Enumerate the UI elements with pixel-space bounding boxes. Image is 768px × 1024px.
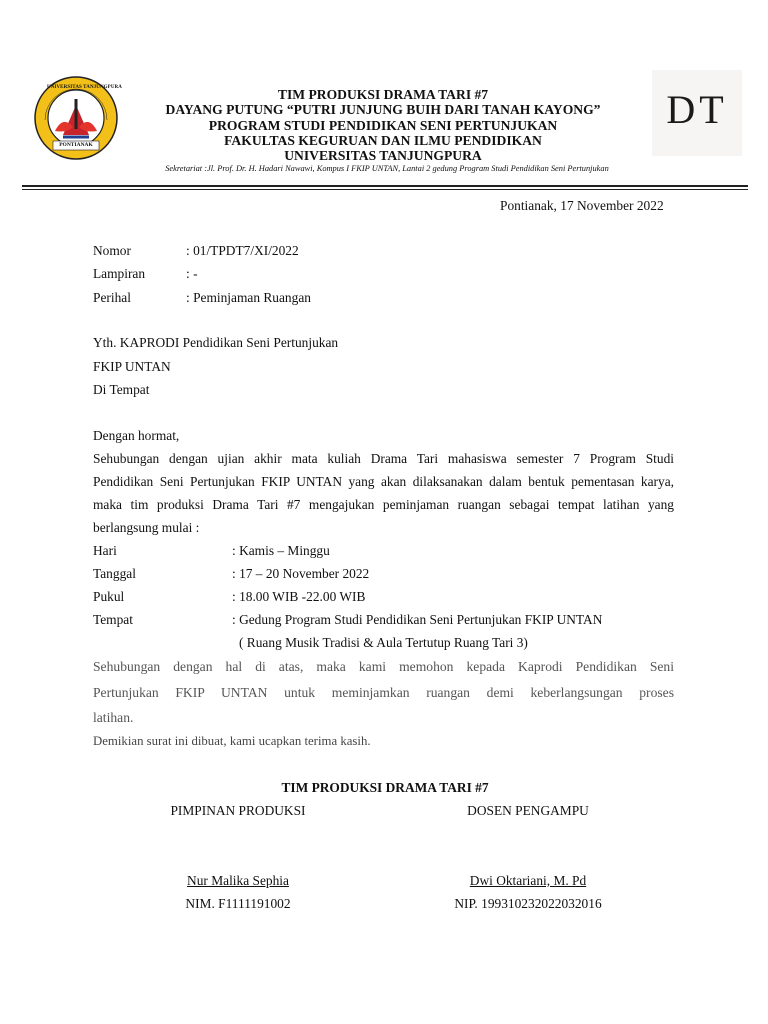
seal-ring-text: UNIVERSITAS TANJUNGPURA [47,85,122,90]
signature-right-id: NIP. 199310232022032016 [454,896,602,911]
university-seal-logo [33,75,122,161]
letterhead-line-5: UNIVERSITAS TANJUNGPURA [284,148,482,163]
recipient-line-2: FKIP UNTAN [93,359,171,374]
letterhead-line-1: TIM PRODUKSI DRAMA TARI #7 [277,87,489,102]
body-paragraph-1-line: Pendidikan Seni Pertunjukan FKIP UNTAN yang akan dilaksanakan dalam bentuk pementasan karya, [93,474,674,489]
recipient-line-1: Yth. KAPRODI Pendidikan Seni Pertunjukan [93,335,339,350]
signature-left-name: Nur Malika Sephia [187,873,289,888]
letterhead-line-4: FAKULTAS KEGURUAN DAN ILMU PENDIDIKAN [224,133,542,148]
meta-label-perihal: Perihal [93,290,131,305]
body-paragraph-2-line: Pertunjukan FKIP UNTAN untuk meminjamkan ruangan demi keberlangsungan proses [93,685,674,700]
schedule-label-tempat: Tempat [93,612,133,627]
meta-label-lampiran: Lampiran [93,266,146,281]
signature-left-title: PIMPINAN PRODUKSI [170,803,306,818]
meta-value-nomor: : 01/TPDT7/XI/2022 [186,243,299,258]
body-paragraph-2-line: Sehubungan dengan hal di atas, maka kami memohon kepada Kaprodi Pendidikan Seni [93,659,674,674]
header-rule-thin [22,189,748,190]
signature-heading: TIM PRODUKSI DRAMA TARI #7 [281,780,489,795]
greeting: Dengan hormat, [93,428,180,443]
body-paragraph-1-line: berlangsung mulai : [93,520,200,535]
body-paragraph-1-line: maka tim produksi Drama Tari #7 mengajukan peminjaman ruangan sebagai tempat latihan yang [93,497,674,512]
schedule-place-detail: ( Ruang Musik Tradisi & Aula Tertutup Ruang Tari 3) [239,635,528,650]
dt-monogram-icon: DT [666,87,728,132]
dt-monogram-logo [652,70,742,156]
schedule-label-hari: Hari [93,543,117,558]
schedule-label-pukul: Pukul [93,589,125,604]
signature-right-title: DOSEN PENGAMPU [467,803,589,818]
schedule-value-pukul: : 18.00 WIB -22.00 WIB [232,589,366,604]
closing-line: Demikian surat ini dibuat, kami ucapkan terima kasih. [93,734,371,748]
schedule-value-tanggal: : 17 – 20 November 2022 [232,566,370,581]
body-paragraph-2-line: latihan. [93,710,134,725]
recipient-line-3: Di Tempat [93,382,150,397]
signature-left-id: NIM. F1111191002 [185,896,291,911]
sekretariat-address: Sekretariat :Jl. Prof. Dr. H. Hadari Nawawi, Kompus I FKIP UNTAN, Lantai 2 gedung Program Studi Pendidikan Seni Pertunjukan [165,164,609,173]
body-paragraph-1-line: Sehubungan dengan ujian akhir mata kuliah Drama Tari mahasiswa semester 7 Program Studi [93,451,674,466]
signature-right-name: Dwi Oktariani, M. Pd [469,873,587,888]
header-rule-thick [22,185,748,187]
letterhead-line-3: PROGRAM STUDI PENDIDIKAN SENI PERTUNJUKAN [208,118,558,133]
meta-label-nomor: Nomor [93,243,131,258]
date-line: Pontianak, 17 November 2022 [500,198,664,213]
schedule-value-tempat: : Gedung Program Studi Pendidikan Seni Pertunjukan FKIP UNTAN [232,612,603,627]
meta-value-perihal: : Peminjaman Ruangan [186,290,311,305]
seal-bottom-text: PONTIANAK [59,142,93,148]
letterhead-line-2: DAYANG PUTUNG “PUTRI JUNJUNG BUIH DARI TANAH KAYONG” [165,102,601,117]
meta-value-lampiran: : - [186,266,198,281]
schedule-label-tanggal: Tanggal [93,566,136,581]
schedule-value-hari: : Kamis – Minggu [232,543,330,558]
